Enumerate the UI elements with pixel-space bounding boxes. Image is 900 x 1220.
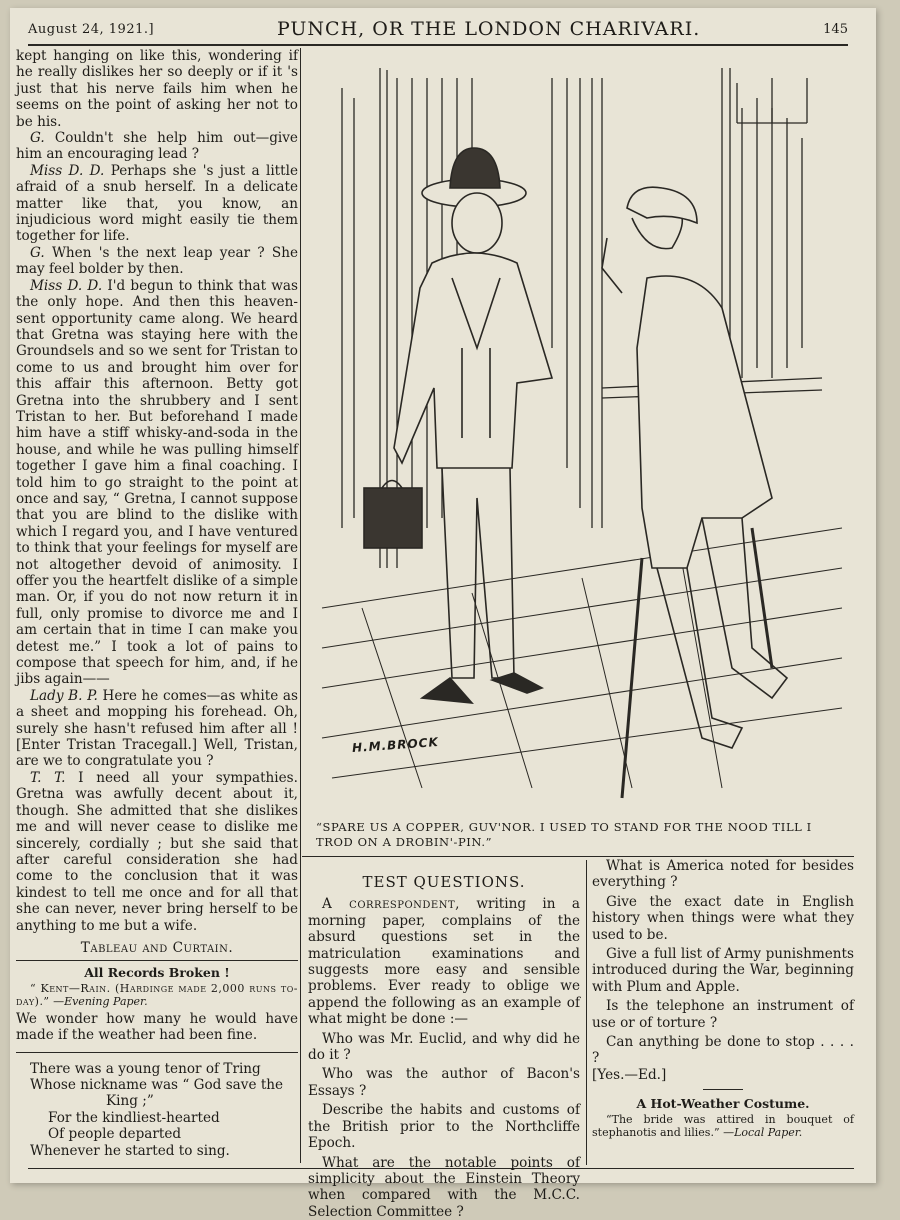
question-item: Give a full list of Army punishments introduced during the War, beginning with Plum and Apple. bbox=[592, 946, 854, 995]
dialogue-text: Here he comes—as white as a sheet and mopping his forehead. Oh, surely she hasn't refused him after all ! [Enter Tristan Tracegall.] Well, Tristan, are we to congratulate you ? bbox=[16, 688, 298, 770]
records-heading: All Records Broken ! bbox=[16, 965, 298, 981]
question-item: What are the notable points of simplicity about the Einstein Theory when compared with the M.C.C. Selection Committee ? bbox=[308, 1155, 580, 1220]
dialogue-paragraph bbox=[16, 245, 298, 278]
verse-line: Whenever he started to sing. bbox=[16, 1143, 298, 1159]
hot-weather-source: —Local Paper. bbox=[723, 1126, 802, 1139]
records-comment: We wonder how many he would have made if the weather had been fine. bbox=[16, 1011, 298, 1044]
section-divider bbox=[703, 1089, 743, 1090]
dialogue-text: Perhaps she 's just a little afraid of a snub herself. In a delicate matter like that, you know, an injudicious word might easily tie them together for life. bbox=[16, 163, 298, 245]
artist-signature: H.M.BROCK bbox=[352, 735, 440, 755]
dialogue-text: kept hanging on like this, wondering if he really dislikes her so deeply or if it 's just that his nerve fails him when he seems on the point of asking her not to be his. bbox=[16, 48, 298, 130]
intro-lead: A correspondent, bbox=[322, 896, 460, 912]
speaker-name: Lady B. P. bbox=[30, 688, 98, 704]
dialogue-paragraph bbox=[16, 688, 298, 770]
cartoon-illustration bbox=[302, 48, 852, 810]
question-item: Give the exact date in English history when things were what they used to be. bbox=[592, 894, 854, 943]
verse-line: Of people departed bbox=[16, 1126, 298, 1142]
dialogue-paragraph bbox=[16, 770, 298, 934]
verse-line: Whose nickname was “ God save the bbox=[16, 1077, 298, 1093]
question-item: Is the telephone an instrument of use or of torture ? bbox=[592, 998, 854, 1031]
hot-weather-quote-block bbox=[592, 1113, 854, 1139]
header-date: August 24, 1921.] bbox=[28, 22, 154, 37]
verse-line: King ;” bbox=[16, 1093, 298, 1109]
speaker-name: T. T. bbox=[30, 770, 65, 786]
speaker-name: Miss D. D. bbox=[30, 163, 104, 179]
beggar-figure bbox=[602, 187, 787, 798]
curtain-line: Tableau and Curtain. bbox=[16, 940, 298, 956]
question-item: Describe the habits and customs of the British prior to the Northcliffe Epoch. bbox=[308, 1102, 580, 1151]
dialogue-text: I'd begun to think that was the only hope. And then this heaven-sent opportunity came along. We heard that Gretna was staying here with the Groundsels and so we sent for Tristan to come to us and brought him over for this affair this afternoon. Betty got Gretna into the shrubbery and I sent Tristan to her. But beforehand I made him have a stiff whisky-and-soda in the house, and while he was pulling himself together I gave him a final coaching. I told him to go straight to the point at once and say, “ Gretna, I cannot suppose that you are blind to the dislike with which I regard you, and I have ventured to think that your feelings for myself are not altogether devoid of animosity. I offer you the heartfelt dislike of a simple man. Or, if you do not now return it in full, only promise to divorce me and I am certain that in time I can make you detest me.” I took a lot of pains to compose that speech for him, and, if he jibs again—— bbox=[16, 278, 298, 688]
records-quote: “ Kent—Rain. (Hardinge made 2,000 runs to-day).” bbox=[16, 982, 298, 1008]
section-divider bbox=[16, 960, 298, 961]
cartoon-drawing bbox=[302, 48, 852, 810]
test-questions-column-2 bbox=[592, 858, 854, 1163]
standing-man-figure bbox=[364, 148, 552, 703]
left-column bbox=[16, 48, 298, 1163]
limerick bbox=[16, 1061, 298, 1159]
dialogue-paragraph bbox=[16, 48, 298, 130]
test-questions-heading: TEST QUESTIONS. bbox=[308, 874, 580, 890]
header-title: PUNCH, OR THE LONDON CHARIVARI. bbox=[277, 18, 700, 40]
test-questions-intro bbox=[308, 896, 580, 1027]
bottom-column-rule bbox=[586, 860, 587, 1165]
page-header bbox=[28, 14, 848, 46]
page-number: 145 bbox=[823, 22, 848, 37]
verse-line: For the kindliest-hearted bbox=[16, 1110, 298, 1126]
left-column-rule bbox=[300, 48, 301, 1163]
editor-note: [Yes.—Ed.] bbox=[592, 1067, 854, 1083]
verse-line: There was a young tenor of Tring bbox=[16, 1061, 298, 1077]
intro-text: writing in a morning paper, complains of the absurd questions set in the matriculation examinations and suggests more easy and sensible problems. Ever ready to oblige we append the following as an example of what might be done :— bbox=[308, 896, 580, 1027]
question-item: Who was Mr. Euclid, and why did he do it ? bbox=[308, 1031, 580, 1064]
cartoon-bottom-rule bbox=[302, 856, 854, 857]
question-item: Can anything be done to stop . . . . ? bbox=[592, 1034, 854, 1067]
records-quote-source: —Evening Paper. bbox=[53, 995, 148, 1008]
dialogue-paragraph bbox=[16, 130, 298, 163]
question-item: Who was the author of Bacon's Essays ? bbox=[308, 1066, 580, 1099]
speaker-name: G. bbox=[30, 245, 45, 261]
hot-weather-quote: “The bride was attired in bouquet of stephanotis and lilies.” bbox=[592, 1113, 854, 1139]
dialogue-text: When 's the next leap year ? She may feel bolder by then. bbox=[16, 245, 298, 277]
dialogue-text: I need all your sympathies. Gretna was awfully decent about it, though. She admitted that she dislikes me and will never cease to dislike me sincerely, cordially ; but she said that after careful consideration she had come to the conclusion that it was kindest to tell me once and for all that she can never, never bring herself to be anything to me but a wife. bbox=[16, 770, 298, 934]
cartoon-caption: “SPARE US A COPPER, GUV'NOR. I USED TO STAND FOR THE NOOD TILL I TROD ON A DROBIN'-PIN.” bbox=[316, 820, 848, 850]
question-item: What is America noted for besides everything ? bbox=[592, 858, 854, 891]
speaker-name: Miss D. D. bbox=[30, 278, 102, 294]
test-questions-column-1 bbox=[308, 862, 580, 1167]
dialogue-paragraph bbox=[16, 163, 298, 245]
records-quote-block bbox=[16, 982, 298, 1008]
dialogue-text: Couldn't she help him out—give him an encouraging lead ? bbox=[16, 130, 298, 162]
hot-weather-heading: A Hot-Weather Costume. bbox=[592, 1096, 854, 1112]
speaker-name: G. bbox=[30, 130, 45, 146]
window-bracket bbox=[737, 78, 807, 123]
section-divider bbox=[16, 1052, 298, 1053]
dialogue-paragraph bbox=[16, 278, 298, 688]
